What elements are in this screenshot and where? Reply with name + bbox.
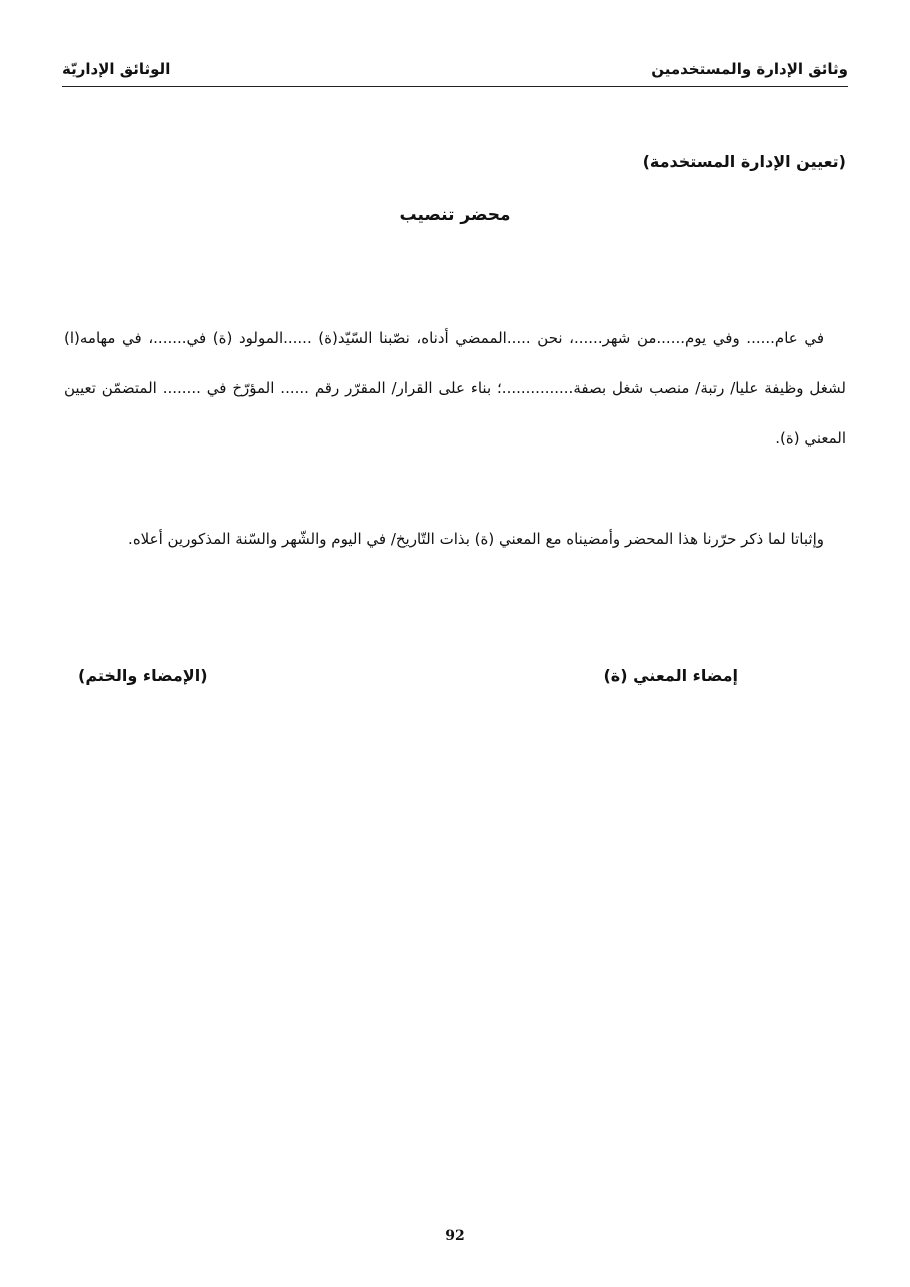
header-book-title: الوثائق الإداريّة: [62, 60, 171, 78]
page-number: 92: [445, 1228, 465, 1244]
closing-paragraph: وإثباتا لما ذكر حرّرنا هذا المحضر وأمضيناه مع المعني (ة) بذات التّاريخ/ في اليوم والشّهر والسّنة المذكورين أعلاه.: [128, 530, 824, 548]
official-signature-label: (الإمضاء والختم): [78, 666, 208, 685]
document-title: محضر تنصيب: [399, 205, 511, 225]
concerned-signature-label: إمضاء المعني (ة): [603, 666, 738, 685]
document-category: (تعيين الإدارة المستخدمة): [642, 152, 846, 171]
header-section-title: وثائق الإدارة والمستخدمين: [651, 60, 848, 78]
body-paragraph: في عام...... وفي يوم......من شهر......، نحن .....الممضي أدناه، نصّبنا السّيّد(ة) ......المولود (ة) في.......، في مهامه(ا) لشغل وظيفة عليا/ رتبة/ منصب شغل بصفة...............؛ بناء على القرار/ المقرّر رقم ...... المؤرّخ في ........ المتضمّن تعيين المعني (ة).: [64, 329, 846, 447]
page-header: [62, 56, 848, 87]
